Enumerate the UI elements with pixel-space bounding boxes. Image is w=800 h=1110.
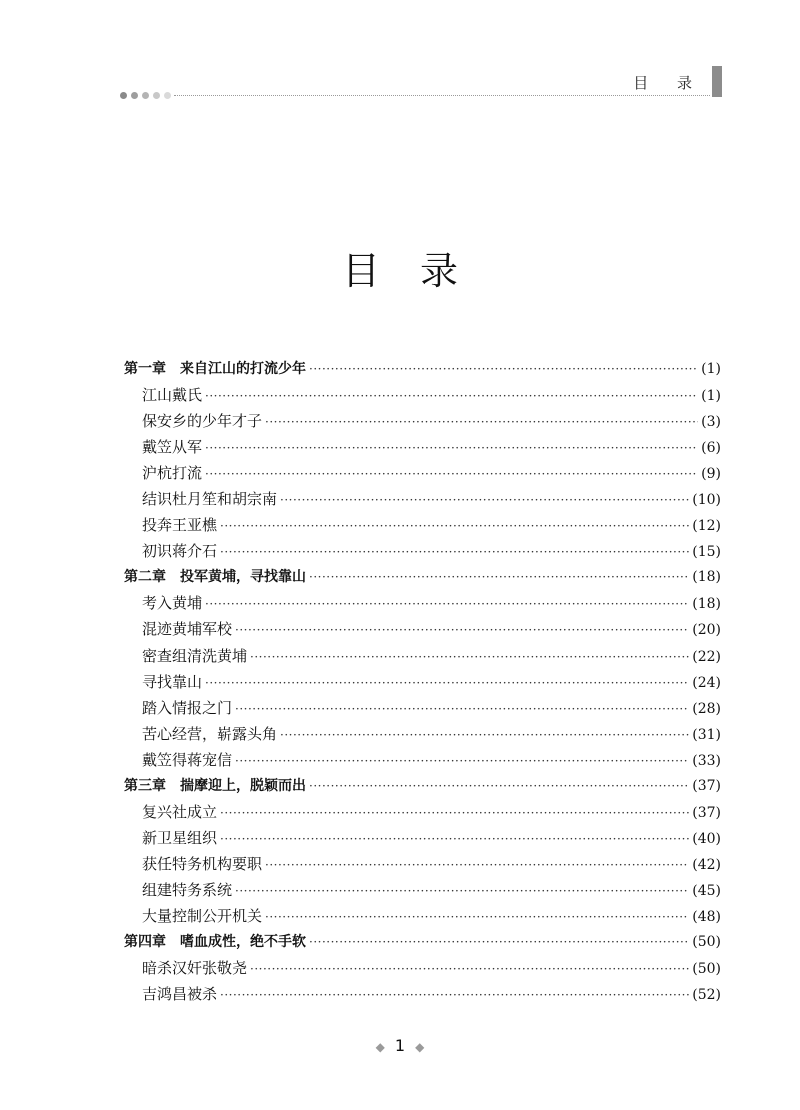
- toc-entry-page: (50): [692, 961, 721, 978]
- toc-entry-page: (37): [692, 777, 721, 794]
- toc-entry-page: (3): [701, 414, 721, 431]
- toc-dot-leader: [280, 493, 689, 507]
- toc-entry-title: 沪杭打流: [142, 464, 203, 483]
- toc-entry-page: (48): [692, 908, 721, 925]
- toc-entry-page: (37): [692, 804, 721, 821]
- toc-dot-leader: [205, 597, 689, 611]
- toc-entry-page: (24): [692, 674, 721, 691]
- toc-section-row: [124, 540, 721, 566]
- page-number: 1: [394, 1036, 406, 1055]
- toc-section-row: [124, 410, 721, 436]
- toc-section-row: [124, 645, 721, 671]
- toc-entry-page: (9): [701, 466, 721, 483]
- toc-dot-leader: [220, 832, 689, 846]
- toc-entry-title: 获任特务机构要职: [142, 854, 263, 873]
- toc-dot-leader: [235, 884, 689, 898]
- toc-entry-title: 混迹黄埔军校: [142, 620, 233, 639]
- toc-entry-page: (50): [692, 934, 721, 951]
- diamond-right-icon: ◆: [415, 1040, 425, 1054]
- toc-entry-page: (10): [692, 492, 721, 509]
- toc-dot-leader: [205, 389, 698, 403]
- toc-dot-leader: [265, 858, 689, 872]
- toc-section-row: [124, 488, 721, 514]
- toc-chapter-row: [124, 358, 721, 384]
- toc-entry-page: (12): [692, 518, 721, 535]
- toc-dot-leader: [220, 806, 689, 820]
- toc-entry-title: 组建特务系统: [142, 880, 233, 899]
- header-dot: [142, 92, 149, 99]
- toc-entry-title: 踏入情报之门: [142, 698, 233, 717]
- toc-entry-page: (1): [701, 361, 721, 377]
- toc-entry-title: 戴笠从军: [142, 438, 203, 457]
- header-dotted-rule: [174, 95, 710, 96]
- toc-entry-title: 保安乡的少年才子: [142, 412, 263, 431]
- toc-entry-page: (22): [692, 648, 721, 665]
- toc-dot-leader: [205, 441, 698, 455]
- header-bar: [712, 66, 722, 97]
- toc-section-row: [124, 462, 721, 488]
- toc-chapter-row: [124, 931, 721, 957]
- toc-entry-page: (15): [692, 544, 721, 561]
- toc-entry-title: 第二章 投军黄埔，寻找靠山: [124, 569, 306, 586]
- toc-entry-page: (42): [692, 856, 721, 873]
- table-of-contents: [124, 358, 721, 1009]
- toc-entry-title: 新卫星组织: [142, 828, 218, 847]
- toc-dot-leader: [265, 415, 698, 429]
- toc-dot-leader: [309, 935, 689, 949]
- toc-dot-leader: [309, 570, 689, 584]
- toc-entry-title: 吉鸿昌被杀: [142, 985, 218, 1004]
- toc-dot-leader: [309, 362, 698, 376]
- toc-entry-title: 大量控制公开机关: [142, 906, 263, 925]
- toc-entry-title: 第一章 来自江山的打流少年: [124, 361, 306, 377]
- toc-entry-title: 考入黄埔: [142, 594, 203, 613]
- toc-section-row: [124, 592, 721, 618]
- toc-dot-leader: [280, 728, 689, 742]
- toc-entry-title: 戴笠得蒋宠信: [142, 750, 233, 769]
- toc-entry-page: (33): [692, 752, 721, 769]
- header-dot: [131, 92, 138, 99]
- toc-entry-page: (28): [692, 700, 721, 717]
- toc-dot-leader: [220, 988, 689, 1002]
- diamond-left-icon: ◆: [375, 1040, 385, 1054]
- toc-chapter-row: [124, 566, 721, 592]
- toc-section-row: [124, 801, 721, 827]
- toc-section-row: [124, 436, 721, 462]
- toc-entry-page: (1): [701, 388, 721, 405]
- toc-section-row: [124, 514, 721, 540]
- toc-dot-leader: [220, 545, 689, 559]
- toc-entry-page: (45): [692, 882, 721, 899]
- toc-section-row: [124, 697, 721, 723]
- toc-entry-page: (40): [692, 830, 721, 847]
- toc-dot-leader: [205, 676, 689, 690]
- toc-dot-leader: [235, 623, 689, 637]
- toc-dot-leader: [250, 962, 689, 976]
- toc-entry-page: (18): [692, 596, 721, 613]
- toc-entry-title: 密查组清洗黄埔: [142, 646, 248, 665]
- toc-entry-title: 江山戴氏: [142, 386, 203, 405]
- toc-entry-page: (52): [692, 987, 721, 1004]
- toc-entry-page: (6): [701, 440, 721, 457]
- header-label: 目 录: [633, 74, 704, 92]
- toc-dot-leader: [235, 754, 689, 768]
- toc-section-row: [124, 384, 721, 410]
- toc-section-row: [124, 618, 721, 644]
- toc-dot-leader: [250, 650, 689, 664]
- toc-dot-leader: [235, 702, 689, 716]
- toc-section-row: [124, 723, 721, 749]
- toc-section-row: [124, 853, 721, 879]
- header-dot: [153, 92, 160, 99]
- page-title: 目录: [341, 249, 498, 293]
- running-header: [120, 66, 722, 106]
- toc-entry-title: 第四章 嗜血成性，绝不手软: [124, 934, 306, 951]
- toc-section-row: [124, 983, 721, 1009]
- toc-section-row: [124, 879, 721, 905]
- toc-dot-leader: [265, 910, 689, 924]
- toc-entry-page: (31): [692, 726, 721, 743]
- toc-dot-leader: [309, 779, 689, 793]
- toc-section-row: [124, 905, 721, 931]
- toc-entry-title: 寻找靠山: [142, 672, 203, 691]
- toc-entry-title: 暗杀汉奸张敬尧: [142, 959, 248, 978]
- toc-dot-leader: [205, 467, 698, 481]
- toc-entry-page: (20): [692, 622, 721, 639]
- header-dots: [120, 92, 171, 99]
- toc-entry-title: 苦心经营，崭露头角: [142, 724, 278, 743]
- toc-dot-leader: [220, 519, 689, 533]
- toc-entry-title: 初识蒋介石: [142, 542, 218, 561]
- toc-entry-title: 投奔王亚樵: [142, 516, 218, 535]
- toc-entry-title: 复兴社成立: [142, 802, 218, 821]
- header-dot: [164, 92, 171, 99]
- toc-chapter-row: [124, 775, 721, 801]
- toc-section-row: [124, 671, 721, 697]
- toc-entry-title: 结识杜月笙和胡宗南: [142, 490, 278, 509]
- toc-entry-page: (18): [692, 569, 721, 586]
- header-dot: [120, 92, 127, 99]
- toc-section-row: [124, 749, 721, 775]
- toc-section-row: [124, 827, 721, 853]
- toc-entry-title: 第三章 揣摩迎上，脱颖而出: [124, 777, 306, 794]
- toc-section-row: [124, 957, 721, 983]
- page-footer: [0, 1036, 800, 1055]
